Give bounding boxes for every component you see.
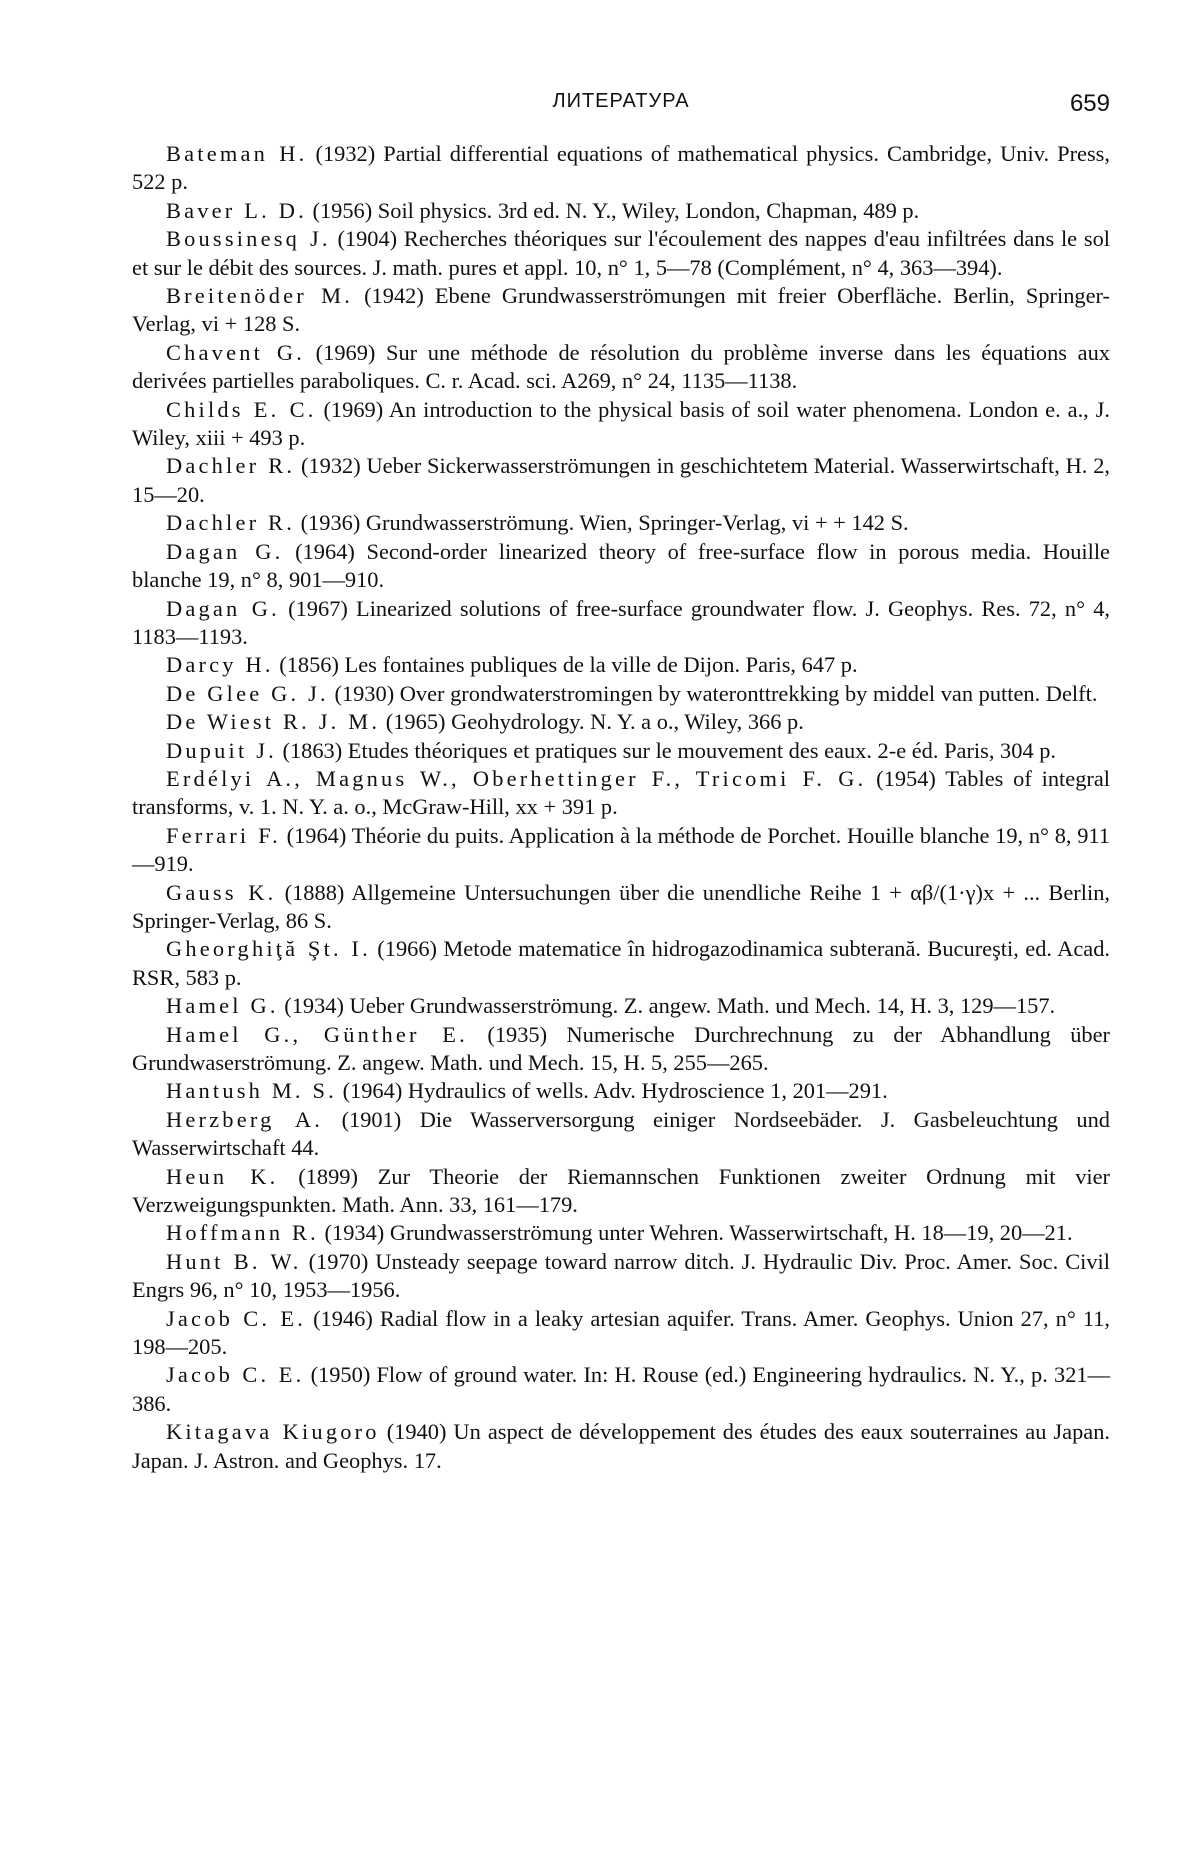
reference-author: Bateman H. bbox=[166, 141, 308, 166]
reference-text: (1964) Second-order linearized theory of free-surface flow in porous media. Houille blanche 19, n° 8, 901—910. bbox=[132, 538, 1110, 593]
reference-entry bbox=[132, 452, 1110, 509]
reference-author: Kitagava Kiugoro bbox=[166, 1419, 380, 1445]
reference-entry bbox=[132, 339, 1110, 396]
page-header bbox=[132, 90, 1110, 130]
reference-entry bbox=[132, 1361, 1110, 1418]
reference-author: Hamel G., Günther E. bbox=[166, 1021, 468, 1047]
reference-text: (1965) Geohydrology. N. Y. a o., Wiley, 366 p. bbox=[380, 709, 804, 735]
reference-entry bbox=[132, 935, 1110, 992]
reference-author: Darcy H. bbox=[166, 652, 274, 678]
reference-author: De Glee G. J. bbox=[166, 680, 329, 706]
reference-entry bbox=[132, 992, 1110, 1020]
reference-text: (1950) Flow of ground water. In: H. Rouse (ed.) Engineering hydraulics. N. Y., p. 321—386. bbox=[132, 1362, 1110, 1416]
reference-text: (1932) Ueber Sickerwasserströmungen in geschichtetem Material. Wasserwirtschaft, H. 2, 15—20. bbox=[132, 453, 1110, 507]
reference-text: (1863) Etudes théoriques et pratiques sur le mouvement des eaux. 2-e éd. Paris, 304 p. bbox=[276, 737, 1057, 763]
reference-author: Dachler R. bbox=[166, 453, 296, 479]
reference-author: Gauss K. bbox=[166, 879, 277, 905]
reference-entry bbox=[132, 1106, 1110, 1163]
reference-author: Hunt B. W. bbox=[166, 1248, 302, 1274]
reference-author: Dagan G. bbox=[166, 595, 280, 621]
reference-text: (1967) Linearized solutions of free-surface groundwater flow. J. Geophys. Res. 72, n° 4, 1183—1193. bbox=[132, 595, 1110, 649]
reference-author: Dachler R. bbox=[166, 510, 295, 536]
reference-entry bbox=[132, 708, 1110, 736]
reference-entry bbox=[132, 197, 1110, 225]
reference-entry bbox=[132, 225, 1110, 282]
reference-text: (1936) Grundwasserströmung. Wien, Springer-Verlag, vi + + 142 S. bbox=[295, 510, 909, 536]
reference-entry bbox=[132, 1418, 1110, 1475]
reference-author: Herzberg A. bbox=[166, 1106, 324, 1132]
reference-text: (1935) Numerische Durchrechnung zu der Abhandlung über Grundwaserströmung. Z. angew. Math. und Mech. 15, H. 5, 255—265. bbox=[132, 1021, 1110, 1075]
reference-entry bbox=[132, 282, 1110, 339]
reference-text: (1964) Théorie du puits. Application à la méthode de Porchet. Houille blanche 19, n° 8, 911—919. bbox=[132, 822, 1110, 877]
reference-entry bbox=[132, 1219, 1110, 1247]
reference-entry bbox=[132, 595, 1110, 652]
page-number: 659 bbox=[1069, 90, 1110, 117]
reference-author: Heun K. bbox=[166, 1163, 279, 1189]
running-title: ЛИТЕРАТУРА bbox=[552, 90, 690, 112]
reference-entry bbox=[132, 822, 1110, 879]
reference-entry bbox=[132, 1077, 1110, 1105]
reference-author: Erdélyi A., Magnus W., Oberhettinger F., Tricomi F. G. bbox=[166, 765, 867, 791]
reference-author: De Wiest R. J. M. bbox=[166, 709, 381, 735]
reference-entry bbox=[132, 538, 1110, 595]
reference-text: (1954) Tables of integral transforms, v. 1. N. Y. a. o., McGraw-Hill, xx + 391 p. bbox=[132, 765, 1111, 820]
reference-author: Dagan G. bbox=[166, 538, 284, 564]
reference-entry bbox=[132, 765, 1110, 822]
reference-text: (1940) Un aspect de développement des études des eaux souterraines au Japan. Japan. J. Astron. and Geophys. 17. bbox=[132, 1419, 1110, 1473]
reference-text: (1969) An introduction to the physical basis of soil water phenomena. London e. a., J. Wiley, xiii + 493 p. bbox=[132, 396, 1110, 451]
reference-entry bbox=[132, 1163, 1110, 1220]
reference-author: Breitenöder M. bbox=[166, 283, 354, 309]
reference-text: (1934) Grundwasserströmung unter Wehren. Wasserwirtschaft, H. 18—19, 20—21. bbox=[318, 1220, 1073, 1246]
reference-text: (1946) Radial flow in a leaky artesian aquifer. Trans. Amer. Geophys. Union 27, n° 11, 198—205. bbox=[132, 1305, 1110, 1360]
reference-author: Boussinesq J. bbox=[166, 226, 331, 252]
reference-author: Hoffmann R. bbox=[166, 1220, 319, 1246]
reference-entry bbox=[132, 737, 1110, 765]
reference-author: Gheorghiţă Şt. I. bbox=[166, 936, 371, 962]
reference-author: Hantush M. S. bbox=[166, 1078, 337, 1104]
reference-author: Chavent G. bbox=[166, 339, 306, 365]
reference-entry bbox=[132, 651, 1110, 679]
reference-text: (1901) Die Wasserversorgung einiger Nordseebäder. J. Gasbeleuchtung und Wasserwirtschaft 44. bbox=[132, 1106, 1110, 1161]
reference-text: (1969) Sur une méthode de résolution du problème inverse dans les équations aux derivées partielles paraboliques. C. r. Acad. sci. A269, n° 24, 1135—1138. bbox=[132, 339, 1110, 394]
reference-text: (1956) Soil physics. 3rd ed. N. Y., Wiley, London, Chapman, 489 p. bbox=[306, 197, 920, 223]
reference-author: Childs E. C. bbox=[166, 396, 317, 422]
reference-entry bbox=[132, 1021, 1110, 1078]
reference-text: (1932) Partial differential equations of mathematical physics. Cambridge, Univ. Press, 522 p. bbox=[132, 141, 1110, 195]
reference-text: (1930) Over grondwaterstromingen by wateronttrekking by middel van putten. Delft. bbox=[328, 680, 1098, 706]
reference-entry bbox=[132, 1305, 1110, 1362]
reference-entry bbox=[132, 680, 1110, 708]
reference-entry bbox=[132, 1248, 1110, 1305]
reference-author: Dupuit J. bbox=[166, 737, 277, 763]
reference-list bbox=[132, 140, 1110, 1475]
reference-author: Ferrari F. bbox=[166, 822, 281, 848]
reference-text: (1970) Unsteady seepage toward narrow ditch. J. Hydraulic Div. Proc. Amer. Soc. Civil Engrs 96, n° 10, 1953—1956. bbox=[132, 1248, 1110, 1303]
reference-text: (1942) Ebene Grundwasserströmungen mit freier Oberfläche. Berlin, Springer-Verlag, vi + 128 S. bbox=[132, 283, 1110, 337]
reference-author: Baver L. D. bbox=[166, 197, 307, 223]
reference-author: Jacob C. E. bbox=[166, 1305, 307, 1331]
reference-text: (1888) Allgemeine Untersuchungen über die unendliche Reihe 1 + αβ/(1·γ)x + ... Berlin, Springer-Verlag, 86 S. bbox=[132, 879, 1110, 933]
reference-author: Hamel G. bbox=[166, 993, 279, 1019]
reference-text: (1934) Ueber Grundwasserströmung. Z. angew. Math. und Mech. 14, H. 3, 129—157. bbox=[278, 993, 1056, 1019]
reference-author: Jacob C. E. bbox=[166, 1362, 305, 1388]
reference-text: (1966) Metode matematice în hidrogazodinamica subterană. Bucureşti, ed. Acad. RSR, 583 p. bbox=[132, 936, 1110, 990]
reference-text: (1904) Recherches théoriques sur l'écoulement des nappes d'eau infiltrées dans le sol et sur le débit des sources. J. math. pures et appl. 10, n° 1, 5—78 (Complément, n° 4, 363—394). bbox=[132, 226, 1110, 280]
reference-entry bbox=[132, 140, 1110, 197]
reference-text: (1856) Les fontaines publiques de la ville de Dijon. Paris, 647 p. bbox=[273, 652, 858, 678]
reference-entry bbox=[132, 879, 1110, 936]
reference-entry bbox=[132, 509, 1110, 537]
reference-text: (1899) Zur Theorie der Riemannschen Funktionen zweiter Ordnung mit vier Verzweigungspunkten. Math. Ann. 33, 161—179. bbox=[132, 1163, 1111, 1218]
reference-entry bbox=[132, 396, 1110, 453]
reference-text: (1964) Hydraulics of wells. Adv. Hydroscience 1, 201—291. bbox=[336, 1078, 888, 1104]
